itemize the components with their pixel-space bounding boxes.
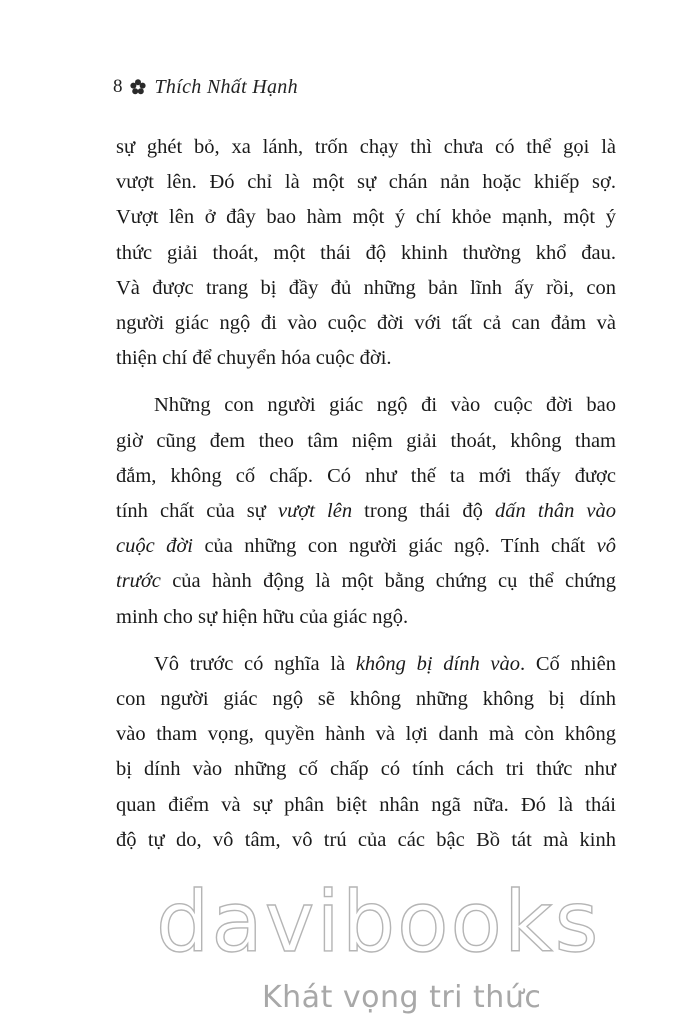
watermark-logo: davibooks [156,873,601,971]
text-line: người giác ngộ đi vào cuộc đời với tất cả can đảm và [116,312,616,335]
italic-term: cuộc đời [116,535,194,558]
text-run: tính chất của sự [116,500,278,523]
text-line [116,529,616,564]
italic-term: trước [116,570,161,593]
italic-term: vô [596,535,616,558]
text-line: vào tham vọng, quyền hành và lợi danh mà còn không [116,723,616,746]
watermark-tagline: Khát vọng tri thức [262,980,542,1015]
flower-ornament-icon [129,78,147,96]
running-header [113,72,298,102]
text-line: Vượt lên ở đây bao hàm một ý chí khỏe mạnh, một ý [116,206,616,229]
text-line: thức giải thoát, một thái độ khinh thường khổ đau. [116,241,616,264]
text-line: minh cho sự hiện hữu của giác ngộ. [116,605,409,628]
text-line: sự ghét bỏ, xa lánh, trốn chạy thì chưa có thể gọi là [116,136,616,158]
text-line: giờ cũng đem theo tâm niệm giải thoát, không tham [116,429,616,452]
author-name: Thích Nhất Hạnh [154,75,298,98]
paragraph-2 [116,388,616,634]
text-line: vượt lên. Đó chỉ là một sự chán nản hoặc khiếp sợ. [116,171,616,194]
page-number: 8 [113,76,123,97]
body-text [116,130,616,870]
text-line: đắm, không cố chấp. Có như thế ta mới thấy được [116,464,616,487]
text-line: quan điểm và sự phân biệt nhân ngã nữa. Đó là thái [116,793,616,816]
text-line [116,494,616,529]
text-line [116,647,616,682]
italic-term: vượt lên [278,500,353,523]
text-run: của những con người giác ngộ. Tính chất [193,535,597,558]
text-run: của hành động là một bằng chứng cụ thể chứng [160,570,616,593]
text-line: con người giác ngộ sẽ không những không bị dính [116,688,616,711]
text-line [116,564,616,599]
text-run: . Cố nhiên [520,652,616,675]
text-run: trong thái độ [352,500,496,523]
italic-term: không bị dính vào [355,652,520,675]
text-line: Và được trang bị đầy đủ những bản lĩnh ấy rồi, con [116,276,616,299]
italic-term: dấn thân vào [495,500,617,523]
paragraph-1 [116,130,616,376]
text-line: thiện chí để chuyển hóa cuộc đời. [116,347,392,370]
text-line: bị dính vào những cố chấp có tính cách tri thức như [116,758,616,781]
text-line: Những con người giác ngộ đi vào cuộc đời bao [154,394,616,417]
text-run: Vô trước có nghĩa là [154,652,356,675]
text-line: độ tự do, vô tâm, vô trú của các bậc Bồ tát mà kinh [116,828,616,851]
paragraph-3 [116,647,616,858]
